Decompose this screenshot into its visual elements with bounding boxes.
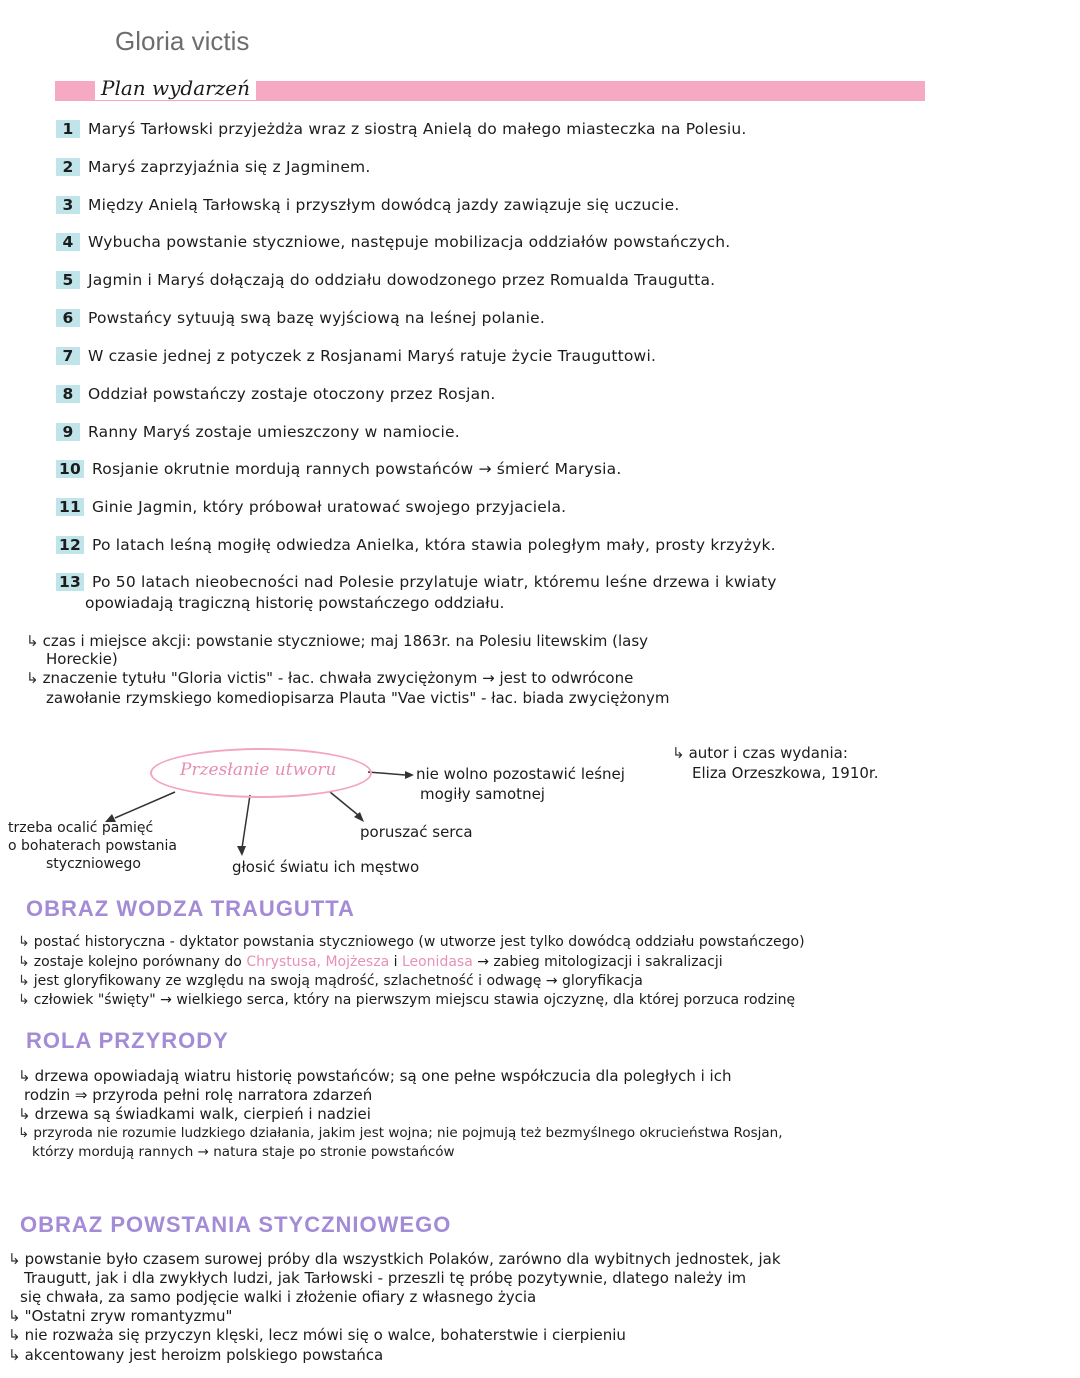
event-row: 3 Między Anielą Tarłowską i przyszłym dowódcą jazdy zawiązuje się uczucie.	[56, 196, 680, 214]
przyroda-line-cont: rodzin ⇒ przyroda pełni rolę narratora zdarzeń	[24, 1086, 373, 1104]
arrow-icon: ↳	[26, 669, 39, 687]
czas-akcji-line: ↳ czas i miejsce akcji: powstanie styczniowe; maj 1863r. na Polesiu litewskim (lasy	[26, 632, 649, 650]
event-row: 4 Wybucha powstanie styczniowe, następuje mobilizacja oddziałów powstańczych.	[56, 233, 730, 251]
przyroda-line: ↳ drzewa są świadkami walk, cierpień i nadziei	[18, 1105, 371, 1123]
arrow-icon: ↳	[18, 934, 30, 950]
heading-obraz-wodza: OBRAZ WODZA TRAUGUTTA	[26, 896, 355, 921]
event-row: 1 Maryś Tarłowski przyjeżdża wraz z siostrą Anielą do małego miasteczka na Polesiu.	[56, 120, 747, 138]
wodz-line: ↳ zostaje kolejno porównany do Chrystusa, Mojżesza i Leonidasa → zabieg mitologizacji i sakralizacji	[18, 954, 723, 970]
plan-heading: Plan wydarzeń	[95, 76, 256, 100]
event-13-continuation: opowiadają tragiczną historię powstańczego oddziału.	[85, 594, 505, 612]
powstanie-line: ↳ "Ostatni zryw romantyzmu"	[8, 1307, 233, 1325]
autor-line: ↳ autor i czas wydania:	[672, 744, 848, 762]
znaczenie-tytulu-line: ↳ znaczenie tytułu "Gloria victis" - łac. chwała zwyciężonym → jest to odwrócone	[26, 669, 634, 687]
przyroda-line-cont: którzy mordują rannych → natura staje po stronie powstańców	[32, 1144, 455, 1160]
powstanie-line: ↳ nie rozważa się przyczyn klęski, lecz mówi się o walce, bohaterstwie i cierpieniu	[8, 1326, 626, 1344]
event-row: 13 Po 50 latach nieobecności nad Polesie przylatuje wiatr, któremu leśne drzewa i kwiaty	[56, 573, 777, 591]
event-row: 9 Ranny Maryś zostaje umieszczony w namiocie.	[56, 423, 460, 441]
branch-lesna-mogila-cont: mogiły samotnej	[420, 785, 545, 803]
event-row: 5 Jagmin i Maryś dołączają do oddziału dowodzonego przez Romualda Traugutta.	[56, 271, 715, 289]
heading-obraz-powstania: OBRAZ POWSTANIA STYCZNIOWEGO	[20, 1212, 452, 1237]
branch-ocalic-pamiec-cont2: styczniowego	[46, 856, 141, 872]
arrow-icon: ↳	[672, 744, 685, 762]
powstanie-line-cont: się chwała, za samo podjęcie walki i złożenie ofiary z własnego życia	[20, 1288, 537, 1306]
event-row: 12 Po latach leśną mogiłę odwiedza Anielka, która stawia poległym mały, prosty krzyżyk.	[56, 536, 776, 554]
event-row: 8 Oddział powstańczy zostaje otoczony przez Rosjan.	[56, 385, 495, 403]
heading-rola-przyrody: ROLA PRZYRODY	[26, 1028, 229, 1053]
czas-akcji-cont: Horeckie)	[46, 650, 118, 668]
wodz-line: ↳ człowiek "święty" → wielkiego serca, który na pierwszym miejscu stawia ojczyznę, dla której porzuca rodzinę	[18, 992, 796, 1008]
event-row: 7 W czasie jednej z potyczek z Rosjanami Maryś ratuje życie Trauguttowi.	[56, 347, 656, 365]
arrow-icon: ↳	[18, 1067, 31, 1085]
branch-glosic-swiatu: głosić światu ich męstwo	[232, 858, 420, 876]
arrow-icon: ↳	[8, 1346, 21, 1364]
page-title: Gloria victis	[115, 26, 250, 56]
branch-ocalic-pamiec-cont: o bohaterach powstania	[8, 838, 177, 854]
powstanie-line: ↳ powstanie było czasem surowej próby dla wszystkich Polaków, zarówno dla wybitnych jednostek, jak	[8, 1250, 781, 1268]
wodz-line: ↳ jest gloryfikowany ze względu na swoją mądrość, szlachetność i odwagę → gloryfikacja	[18, 973, 643, 989]
arrow-icon: ↳	[18, 1105, 31, 1123]
wodz-line: ↳ postać historyczna - dyktator powstania styczniowego (w utworze jest tylko dowódcą oddziału powstańczego)	[18, 934, 805, 950]
arrow-icon: ↳	[8, 1326, 21, 1344]
przyroda-line: ↳ drzewa opowiadają wiatru historię powstańców; są one pełne współczucia dla poległych i ich	[18, 1067, 732, 1085]
przyroda-line: ↳ przyroda nie rozumie ludzkiego działania, jakim jest wojna; nie pojmują też bezmyślnego okrucieństwa Rosjan,	[18, 1125, 783, 1141]
arrow-icon: ↳	[8, 1307, 21, 1325]
event-row: 10 Rosjanie okrutnie mordują rannych powstańców → śmierć Marysia.	[56, 460, 622, 478]
arrow-icon: ↳	[26, 632, 39, 650]
event-row: 2 Maryś zaprzyjaźnia się z Jagminem.	[56, 158, 370, 176]
arrow-icon: ↳	[18, 973, 30, 989]
arrow-icon: ↳	[18, 954, 30, 970]
arrow-icon: ↳	[18, 1125, 30, 1141]
event-row: 6 Powstańcy sytuują swą bazę wyjściową na leśnej polanie.	[56, 309, 545, 327]
powstanie-line: ↳ akcentowany jest heroizm polskiego powstańca	[8, 1346, 384, 1364]
arrow-icon: ↳	[8, 1250, 21, 1268]
branch-poruszac-serca: poruszać serca	[360, 823, 473, 841]
powstanie-line-cont: Traugutt, jak i dla zwykłych ludzi, jak Tarłowski - przeszli tę próbę pozytywnie, dlatego należy im	[24, 1269, 747, 1287]
znaczenie-tytulu-cont: zawołanie rzymskiego komediopisarza Plauta "Vae victis" - łac. biada zwyciężonym	[46, 689, 670, 707]
branch-ocalic-pamiec: trzeba ocalić pamięć	[8, 820, 154, 836]
autor-name: Eliza Orzeszkowa, 1910r.	[692, 764, 879, 782]
przeslanie-label: Przesłanie utworu	[180, 760, 337, 780]
arrow-icon: ↳	[18, 992, 30, 1008]
branch-lesna-mogila: nie wolno pozostawić leśnej	[416, 765, 625, 783]
event-row: 11 Ginie Jagmin, który próbował uratować swojego przyjaciela.	[56, 498, 566, 516]
